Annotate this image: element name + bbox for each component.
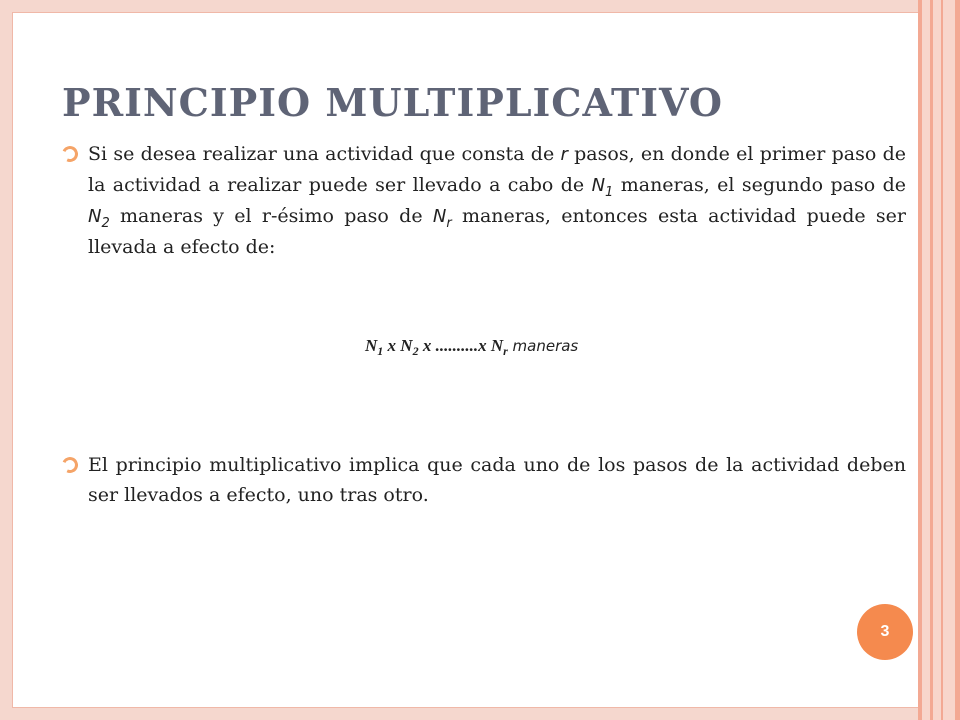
formula-times-ellipsis: x ..........x xyxy=(418,336,491,355)
var-r: r xyxy=(560,144,568,165)
var-n: N xyxy=(88,206,102,227)
var-n1 xyxy=(591,175,614,200)
right-stripe xyxy=(922,0,930,720)
frame-top xyxy=(0,0,960,12)
var-n2 xyxy=(88,206,110,231)
var-n: N xyxy=(432,206,447,227)
slide-title: PRINCIPIO MULTIPLICATIVO xyxy=(62,80,723,125)
text-run: Si se desea realizar una actividad que consta de xyxy=(88,143,561,165)
text-run: maneras, entonces esta actividad puede ser llevada a efecto de: xyxy=(88,205,907,258)
right-stripe xyxy=(955,0,960,720)
var-nr xyxy=(432,206,452,231)
right-stripe xyxy=(943,0,955,720)
var-n: N xyxy=(591,175,606,196)
formula-n1 xyxy=(365,336,384,358)
subscript: 1 xyxy=(605,185,614,200)
page-number-badge: 3 xyxy=(857,604,913,660)
formula-subscript: r xyxy=(503,344,508,358)
formula-n: N xyxy=(365,336,378,355)
text-run: pasos, en donde el primer paso de la actividad a realizar puede ser llevado a cabo de xyxy=(88,143,906,196)
frame-bottom xyxy=(0,708,920,720)
right-stripe xyxy=(933,0,941,720)
formula xyxy=(365,336,578,359)
formula-subscript: 1 xyxy=(377,344,384,358)
formula-subscript: 2 xyxy=(412,344,419,358)
formula-nr xyxy=(490,336,508,358)
text-run: maneras, el segundo paso de xyxy=(613,174,906,196)
paragraph-implication: El principio multiplicativo implica que cada uno de los pasos de la actividad deben ser llevados a efecto, uno tras otro. xyxy=(88,454,906,506)
subscript: 2 xyxy=(101,216,110,231)
formula-n: N xyxy=(400,336,413,355)
formula-n2 xyxy=(400,336,419,358)
text-run: maneras y el r-ésimo paso de xyxy=(109,205,433,227)
subscript: r xyxy=(446,216,452,231)
formula-word: maneras xyxy=(507,337,579,355)
formula-n: N xyxy=(490,336,504,355)
paragraph-definition xyxy=(88,139,906,262)
frame-left xyxy=(0,0,12,720)
formula-times: x xyxy=(383,336,401,355)
